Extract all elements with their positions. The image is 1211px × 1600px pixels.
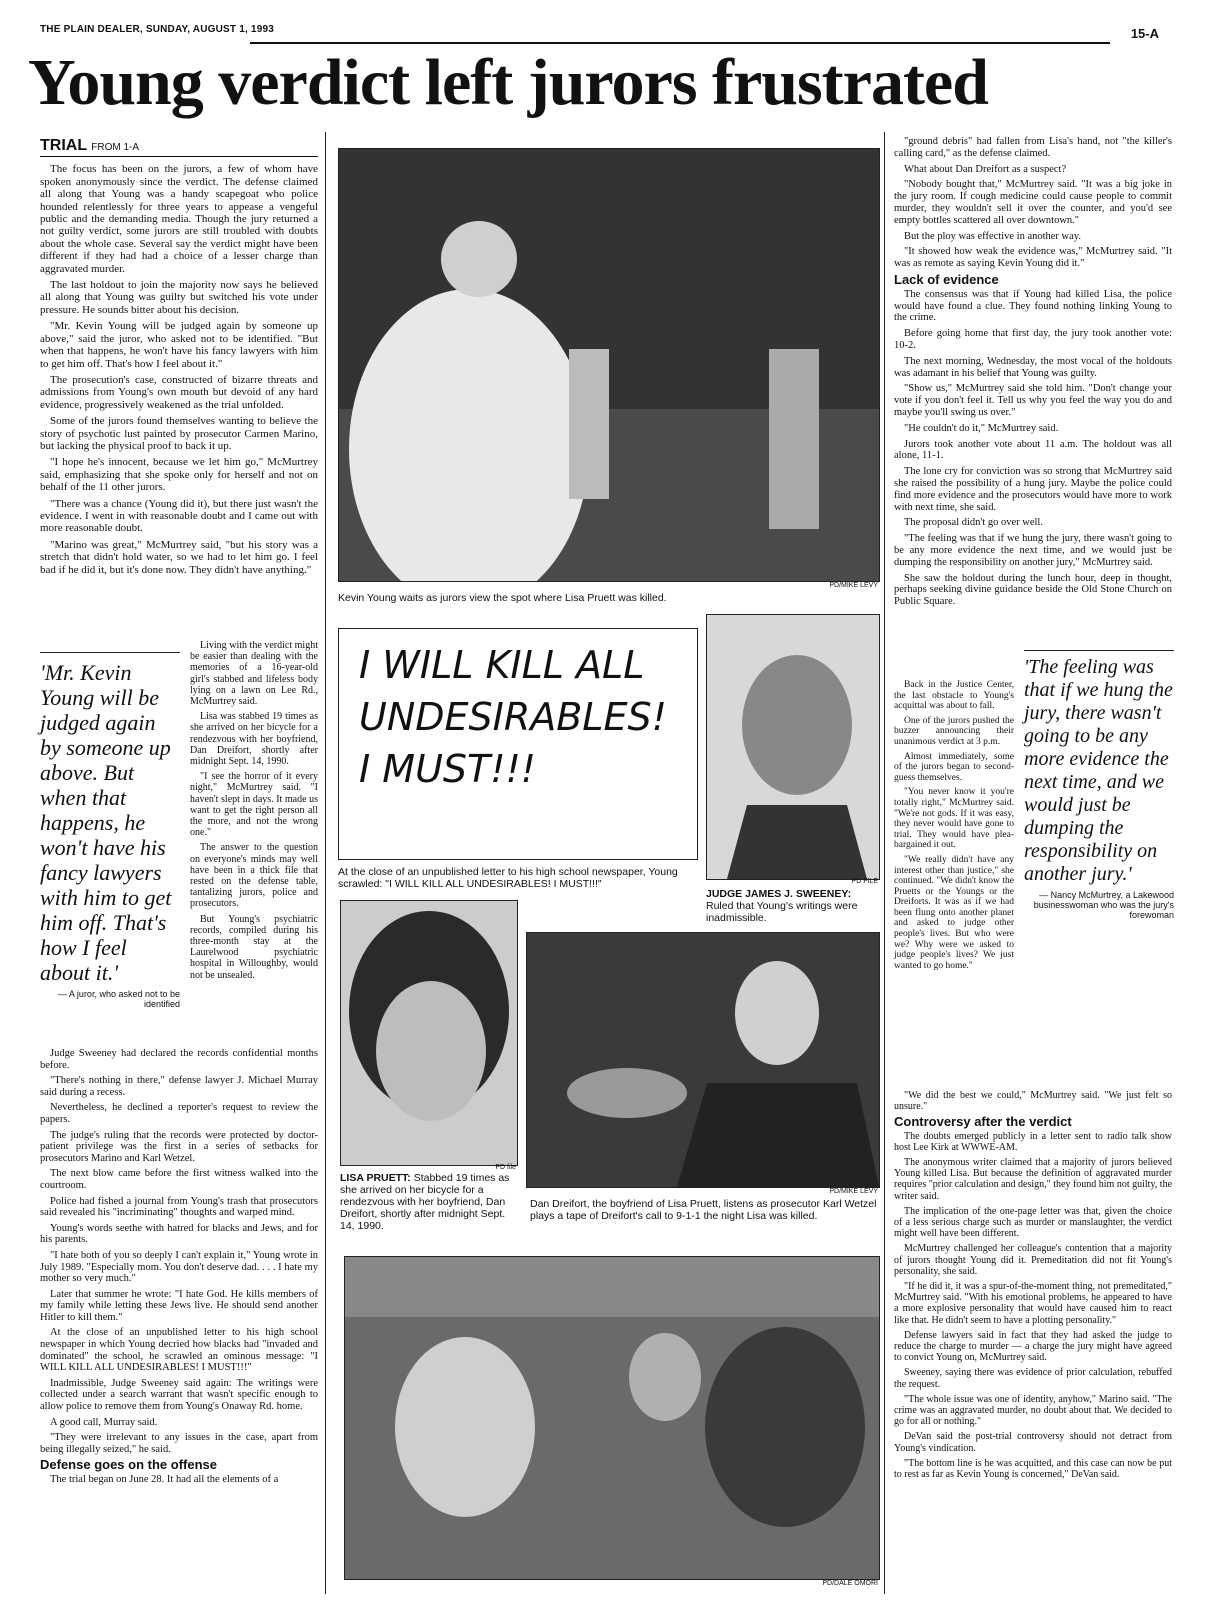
paragraph: "It showed how weak the evidence was," McMurtrey said. "It was as remote as saying Kevin Young did it.": [894, 246, 1172, 270]
headline: Young verdict left jurors frustrated: [28, 46, 988, 119]
judge-caption-text: Ruled that Young's writings were inadmissible.: [706, 900, 858, 924]
paragraph: The last holdout to join the majority now says he believed all along that Young was guilty but switched his vote under pressure. He sounds bitter about his decision.: [40, 279, 318, 316]
letter-scrawl: [338, 628, 698, 860]
paragraph: "We did the best we could," McMurtrey said. "We just felt so unsure.": [894, 1090, 1172, 1113]
paragraph: Lisa was stabbed 19 times as she arrived on her bicycle for a rendezvous with her boyfriend, Dan Dreifort, shortly after midnight Sept. 14, 1990.: [190, 711, 318, 768]
paragraph: Judge Sweeney had declared the records confidential months before.: [40, 1048, 318, 1071]
paragraph: The judge's ruling that the records were protected by doctor-patient privilege was the first in a series of setbacks for prosecutors Marino and Karl Wetzel.: [40, 1129, 318, 1164]
paragraph: Before going home that first day, the jury took another vote: 10-2.: [894, 328, 1172, 351]
column-3-top: [894, 136, 1172, 612]
paragraph: Living with the verdict might be easier than dealing with the memories of a 16-year-old girl's stabbed and lifeless body lying on a lawn on Lee Rd., McMurtrey said.: [190, 640, 318, 708]
paragraph: The next morning, Wednesday, the most vocal of the holdouts was adamant in his belief that Young was guilty.: [894, 355, 1172, 379]
photo-kevin-young-image: [339, 149, 879, 581]
column-rule-right: [884, 132, 885, 1594]
pullquote-rule: [40, 652, 180, 653]
paragraph: "ground debris" had fallen from Lisa's hand, not "the killer's calling card," as the defense claimed.: [894, 136, 1172, 159]
paragraph: "I hate both of you so deeply I can't explain it," Young wrote in July 1989. "Especially mom. You don't deserve dad. . . . I hate my mother so very much.": [40, 1249, 318, 1285]
paragraph: "Show us," McMurtrey said she told him. "Don't change your vote if you don't feel it. Tell us why you feel the way you do and maybe you'll swing us over.": [894, 383, 1172, 418]
paragraph: Sweeney, saying there was evidence of prior calculation, rebuffed the request.: [894, 1367, 1172, 1390]
subhead: Lack of evidence: [894, 271, 999, 287]
lisa-caption: [340, 1172, 522, 1232]
judge-caption: [706, 888, 878, 924]
paragraph: Defense lawyers said in fact that they had asked the judge to reduce the charge to murder — a charge the jury might have agreed to convict Young on, McMurtrey said.: [894, 1329, 1172, 1364]
paragraph: Almost immediately, some of the jurors began to second-guess themselves.: [894, 751, 1014, 783]
paragraph: "I see the horror of it every night," McMurtrey said. "I haven't slept in days. It made us want to get the right person all the more, and not the wrong one.": [190, 771, 318, 839]
paragraph: The doubts emerged publicly in a letter sent to radio talk show host Lee Kirk at WWWE-AM.: [894, 1130, 1172, 1153]
paragraph: Police had fished a journal from Young's trash that prosecutors said revealed his "incriminating" thoughts and warped mind.: [40, 1195, 318, 1219]
column-rule-left: [325, 132, 326, 1594]
masthead-rule: [250, 42, 1110, 44]
masthead: THE PLAIN DEALER, SUNDAY, AUGUST 1, 1993: [40, 24, 274, 35]
pullquote-juror: [40, 660, 180, 1009]
paragraph: The trial began on June 28. It had all the elements of a: [50, 1474, 279, 1485]
column-3-bottom: [894, 1090, 1172, 1484]
paragraph: The implication of the one-page letter was that, given the choice of a less serious charge such as murder or manslaughter, the verdict might well have been different.: [894, 1205, 1172, 1240]
paragraph: "The whole issue was one of identity, anyhow," Marino said. "The crime was an aggravated murder, no doubt about that. We decided to go for all or nothing.": [894, 1393, 1172, 1428]
paragraph: "He couldn't do it," McMurtrey said.: [904, 422, 1059, 434]
paragraph: "Marino was great," McMurtrey said, "but his story was a stretch that didn't hold water, so we had to let him go. I feel bad if he did it, but it's done now. They didn't have anything.": [40, 538, 318, 576]
photo-credit: PD file: [495, 1164, 516, 1171]
photo-credit: PD FILE: [851, 878, 878, 885]
paragraph: The next blow came before the first witness walked into the courtroom.: [40, 1168, 318, 1191]
column-1-narrow: [190, 640, 318, 985]
photo-dan-dreifort: [526, 932, 880, 1188]
column-1-bottom: [40, 1048, 318, 1490]
paragraph: Young's words seethe with hatred for blacks and Jews, and for his parents.: [40, 1222, 318, 1246]
paragraph: "Nobody bought that," McMurtrey said. "It was a big joke in the jury room. If cough medicine could cause people to commit murder, they wouldn't sell it over the counter, and you'd see empty bottles scattered all over downtown.": [894, 179, 1172, 226]
photo-courtroom: [344, 1256, 880, 1580]
jump-head: [40, 137, 318, 157]
paragraph: The consensus was that if Young had killed Lisa, the police would have found a clue. They found nothing linking Young to the crime.: [894, 288, 1172, 324]
photo-caption: Kevin Young waits as jurors view the spot where Lisa Pruett was killed.: [338, 592, 667, 604]
paragraph: "The feeling was that if we hung the jury, there wasn't going to be any more evidence the next time, and we would just be dumping the responsibility on another jury," McMurtrey said.: [894, 533, 1172, 568]
paragraph: At the close of an unpublished letter to his high school newspaper in which Young decried how blacks had "invaded and dominated" the school, he scrawled an ominous message: "I WILL KILL ALL UNDESIRABLES! I MUST!!!": [40, 1327, 318, 1374]
paragraph: "Mr. Kevin Young will be judged again by someone up above," said the juror, who asked not to be identified. "But when that happens, he won't have his fancy lawyers with him to get him off. That's how I feel about it.": [40, 320, 318, 370]
photo-judge-sweeney: [706, 614, 880, 880]
pullquote-attribution: — A juror, who asked not to be identified: [57, 989, 180, 1009]
paragraph: "They were irrelevant to any issues in the case, apart from being illegally seized," he said.: [40, 1432, 318, 1455]
paragraph: The answer to the question on everyone's minds may well have been in a thick file that rested on the defense table, tantalizing jurors, police and prosecutors.: [190, 842, 318, 910]
page-number: 15-A: [1130, 26, 1159, 41]
letter-line-2: UNDESIRABLES!: [359, 695, 667, 739]
paragraph: "We really didn't have any interest other than justice," she continued. "We didn't know the Pruetts or the Youngs or the Dreiforts. It was as if we had been flung onto another planet and asked to judge other people's lives. But who were we? Why were we asked to judge people's lives? We just wanted to go home.": [894, 854, 1014, 971]
paragraph: McMurtrey challenged her colleague's contention that a majority of jurors thought Young did it. Premeditation did not fit Young's personality, she said.: [894, 1243, 1172, 1277]
letter-line-1: I WILL KILL ALL: [359, 643, 645, 687]
paragraph: The proposal didn't go over well.: [904, 517, 1043, 529]
photo-credit: PD/DALE OMORI: [822, 1580, 878, 1587]
pullquote-rule: [1024, 650, 1174, 651]
paragraph: One of the jurors pushed the buzzer announcing their unanimous verdict at 3 p.m.: [894, 715, 1014, 747]
paragraph: Later that summer he wrote: "I hate God. He kills members of my family while letting these Jews live. He should send another Hitler to kill them.": [40, 1288, 318, 1323]
paragraph: She saw the holdout during the lunch hour, deep in thought, perhaps seeking divine guidance beside the Old Stone Church on Public Square.: [894, 572, 1172, 608]
lisa-caption-text: Stabbed 19 times as she arrived on her bicycle for a rendezvous with her boyfriend, Dan Dreifort, shortly after midnight Sept. 14, 1990.: [340, 1172, 510, 1232]
paragraph: "You never know it you're totally right," McMurtrey said. "We're not gods. If it was easy, they never would have gone to trial. They would have plea-bargained it out.: [894, 787, 1014, 851]
photo-credit: PD/MIKE LEVY: [829, 582, 878, 589]
paragraph: What about Dan Dreifort as a suspect?: [904, 163, 1067, 175]
paragraph: "The bottom line is he was acquitted, and this case can now be put to rest as far as Kevin Young is concerned," DeVan said.: [894, 1457, 1172, 1481]
column-3-narrow: [894, 680, 1014, 975]
photo-dreifort-image: [527, 933, 879, 1187]
column-1-top: [40, 137, 318, 580]
photo-lisa-pruett: [340, 900, 518, 1166]
subhead: Defense goes on the offense: [40, 1457, 217, 1473]
paragraph: The anonymous writer claimed that a majority of jurors believed Young killed Lisa. But because the definition of aggravated murder requires "prior calculation and design," they found him not guilty, the writer said.: [894, 1157, 1173, 1202]
paragraph: Inadmissible, Judge Sweeney said again: The writings were collected under a search warrant that wasn't specific enough to allow police to remove them from Young's Onaway Rd. home.: [40, 1377, 318, 1413]
paragraph: DeVan said the post-trial controversy should not detract from Young's vindication.: [894, 1431, 1172, 1454]
photo-kevin-young: [338, 148, 880, 582]
letter-line-3: I MUST!!!: [359, 747, 536, 791]
letter-caption: At the close of an unpublished letter to his high school newspaper, Young scrawled: "I WILL KILL ALL UNDESIRABLES! I MUST!!!": [338, 866, 678, 890]
pullquote-text: 'The feeling was that if we hung the jury, there wasn't going to be any more evidence the next time, and we would just be dumping the responsibility on another jury.': [1024, 656, 1173, 885]
paragraph: "I hope he's innocent, because we let him go," McMurtrey said, emphasizing that she spoke only for herself and not on behalf of the 11 other jurors.: [40, 456, 318, 494]
photo-lisa-image: [341, 901, 517, 1165]
paragraph: "There's nothing in there," defense lawyer J. Michael Murray said during a recess.: [40, 1075, 318, 1098]
paragraph: But the ploy was effective in another way.: [904, 230, 1081, 242]
paragraph: "There was a chance (Young did it), but there just wasn't the evidence. I went in with reasonable doubt and I came out with more reasonable doubt.: [40, 497, 318, 535]
pullquote-text: 'Mr. Kevin Young will be judged again by someone up above. But when that happens, he won't have his fancy lawyers with him to get him off. That's how I feel about it.': [40, 660, 172, 985]
paragraph: The prosecution's case, constructed of bizarre threats and admissions from Young's own mouth but devoid of any hard evidence, progressively weakened as the trial unfolded.: [40, 373, 318, 411]
paragraph: "If he did it, it was a spur-of-the-moment thing, not premeditated," McMurtrey said. "With his emotional problems, he appeared to have a more explosive personality that would have caused him to react like that. He didn't seem to have a plotting personality.": [894, 1281, 1172, 1326]
dreifort-caption: Dan Dreifort, the boyfriend of Lisa Pruett, listens as prosecutor Karl Wetzel plays a tape of Dreifort's call to 9-1-1 the night Lisa was killed.: [530, 1198, 877, 1222]
paragraph: Jurors took another vote about 11 a.m. The holdout was all alone, 11-1.: [894, 438, 1172, 462]
paragraph: Nevertheless, he declined a reporter's request to review the papers.: [40, 1102, 318, 1125]
photo-credit: PD/MIKE LEVY: [829, 1188, 878, 1195]
paragraph: But Young's psychiatric records, compiled during his three-month stay at the Laurelwood psychiatric hospital in Willoughby, would not be unsealed.: [190, 913, 318, 981]
subhead: Controversy after the verdict: [894, 1114, 1072, 1130]
lisa-name: LISA PRUETT:: [340, 1172, 411, 1184]
jump-from: FROM 1-A: [91, 142, 140, 153]
paragraph: Back in the Justice Center, the last obstacle to Young's acquittal was about to fall.: [894, 680, 1014, 712]
pullquote-attribution: — Nancy McMurtrey, a Lakewood businesswoman who was the jury's forewoman: [1033, 890, 1174, 920]
paragraph: The lone cry for conviction was so strong that McMurtrey said she raised the possibility of a hung jury. Maybe the police could find more evidence and the prosecutors would have more to work with next time, she said.: [894, 466, 1172, 513]
judge-name: JUDGE JAMES J. SWEENEY:: [706, 888, 852, 900]
photo-courtroom-image: [345, 1257, 879, 1579]
pullquote-forewoman: [1024, 656, 1174, 920]
photo-judge-image: [707, 615, 879, 879]
jump-label: TRIAL: [40, 137, 87, 154]
paragraph: Some of the jurors found themselves wanting to believe the story of psychotic lust painted by prosecutor Carmen Marino, but lacking the physical proof to back it up.: [40, 415, 318, 452]
paragraph: A good call, Murray said.: [50, 1416, 158, 1428]
paragraph: The focus has been on the jurors, a few of whom have spoken anonymously since the verdict. The defense claimed all along that Young was a handy scapegoat who police hounded relentlessly for three years to appease a vengeful public and the demanding media. Though the jury returned a not guilty verdict, some jurors are still troubled with doubts about the whole case. Several say the verdict might have been different if they had had a choice of a lesser charge than aggravated murder.: [40, 163, 318, 275]
